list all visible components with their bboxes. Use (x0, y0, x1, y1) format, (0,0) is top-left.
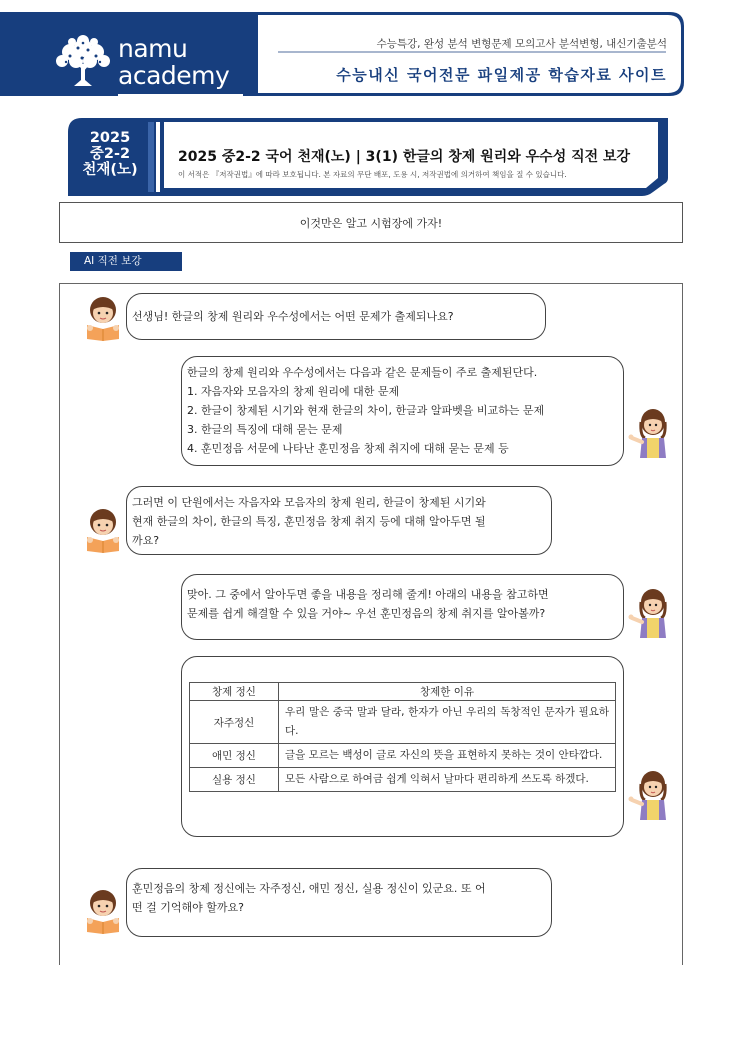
teacher-pointing-avatar (628, 408, 670, 458)
brand-logo-bar (0, 12, 258, 96)
student-reading-avatar (84, 888, 122, 934)
dialogue-line: 3. 한글의 특징에 대해 묻는 문제 (187, 423, 343, 436)
dialogue-line: 1. 자음자와 모음자의 창제 원리에 대한 문제 (187, 385, 400, 398)
table-cell-spirit: 실용 정신 (190, 768, 279, 792)
creation-spirit-table (189, 682, 616, 792)
teacher-bubble-1 (181, 356, 624, 466)
title-block (68, 118, 668, 200)
dialogue-line: 4. 훈민정음 서문에 나타난 훈민정음 창제 취지에 대해 묻는 문제 등 (187, 442, 509, 455)
dialogue-line: 그러면 이 단원에서는 자음자와 모음자의 창제 원리, 한글이 창제된 시기와 (132, 496, 486, 509)
student-reading-avatar (84, 507, 122, 553)
table-row (190, 768, 616, 792)
section-badge: AI 직전 보강 (70, 252, 182, 271)
table-header-reason: 창제한 이유 (279, 683, 616, 701)
header-panel (258, 12, 685, 96)
table-row (190, 701, 616, 744)
student-bubble-2 (126, 486, 552, 555)
note-text: 이것만은 알고 시험장에 가자! (299, 216, 443, 230)
brand-name-line1: namu (118, 34, 188, 63)
dialogue-line: 선생님! 한글의 창제 원리와 우수성에서는 어떤 문제가 출제되나요? (132, 310, 454, 323)
grade-publisher: 천재(노) (82, 162, 138, 178)
dialogue-line: 2. 한글이 창제된 시기와 현재 한글의 차이, 한글과 알파벳을 비교하는 문제 (187, 404, 545, 417)
grade-level: 중2-2 (89, 146, 131, 162)
brand-name-line2: academy (118, 61, 230, 90)
teacher-pointing-avatar (628, 770, 670, 820)
grade-badge (74, 130, 146, 178)
table-cell-reason: 우리 말은 중국 말과 달라, 한자가 아닌 우리의 독창적인 문자가 필요하다. (279, 701, 616, 744)
student-reading-avatar (84, 295, 122, 341)
header-tagline: 수능내신 국어전문 파일제공 학습자료 사이트 (336, 66, 667, 84)
document-title: 2025 중2-2 국어 천재(노) | 3(1) 한글의 창제 원리와 우수성 직전 보강 (178, 149, 631, 165)
dialogue-line: 훈민정음의 창제 정신에는 자주정신, 애민 정신, 실용 정신이 있군요. 또 어 (132, 882, 486, 895)
brand-underline (118, 94, 243, 96)
table-cell-reason: 글을 모르는 백성이 글로 자신의 뜻을 표현하지 못하는 것이 안타깝다. (279, 744, 616, 768)
table-header-row (190, 683, 616, 701)
dialogue-line: 맞아. 그 중에서 알아두면 좋을 내용을 정리해 줄게! 아래의 내용을 참고하면 (187, 588, 549, 601)
table-header-spirit: 창제 정신 (190, 683, 279, 701)
dialogue-line: 현재 한글의 차이, 한글의 특징, 훈민정음 창제 취지 등에 대해 알아두면 될 (132, 515, 486, 528)
student-bubble-1 (126, 293, 546, 340)
tree-logo-icon (52, 34, 114, 88)
teacher-bubble-2 (181, 574, 624, 640)
dialogue-line: 떤 걸 기억해야 할까요? (132, 901, 244, 914)
table-cell-reason: 모든 사람으로 하여금 쉽게 익혀서 날마다 편리하게 쓰도록 하겠다. (279, 768, 616, 792)
table-cell-spirit: 애민 정신 (190, 744, 279, 768)
table-row (190, 744, 616, 768)
student-bubble-3 (126, 868, 552, 937)
dialogue-line: 까요? (132, 534, 160, 547)
grade-year: 2025 (89, 130, 131, 146)
header-subtitle: 수능특강, 완성 분석 변형문제 모의고사 분석변형, 내신기출분석 (376, 38, 667, 50)
copyright-notice: 이 서적은 『저작권법』에 따라 보호됩니다. 본 자료의 무단 배포, 도용 시, 저작권법에 의거하여 책임을 질 수 있습니다. (178, 170, 567, 179)
note-box (59, 202, 683, 243)
table-cell-spirit: 자주정신 (190, 701, 279, 744)
dialogue-line: 한글의 창제 원리와 우수성에서는 다음과 같은 문제들이 주로 출제된단다. (187, 366, 538, 379)
dialogue-line: 문제를 쉽게 해결할 수 있을 거야~ 우선 훈민정음의 창제 취지를 알아볼까? (187, 607, 546, 620)
teacher-pointing-avatar (628, 588, 670, 638)
